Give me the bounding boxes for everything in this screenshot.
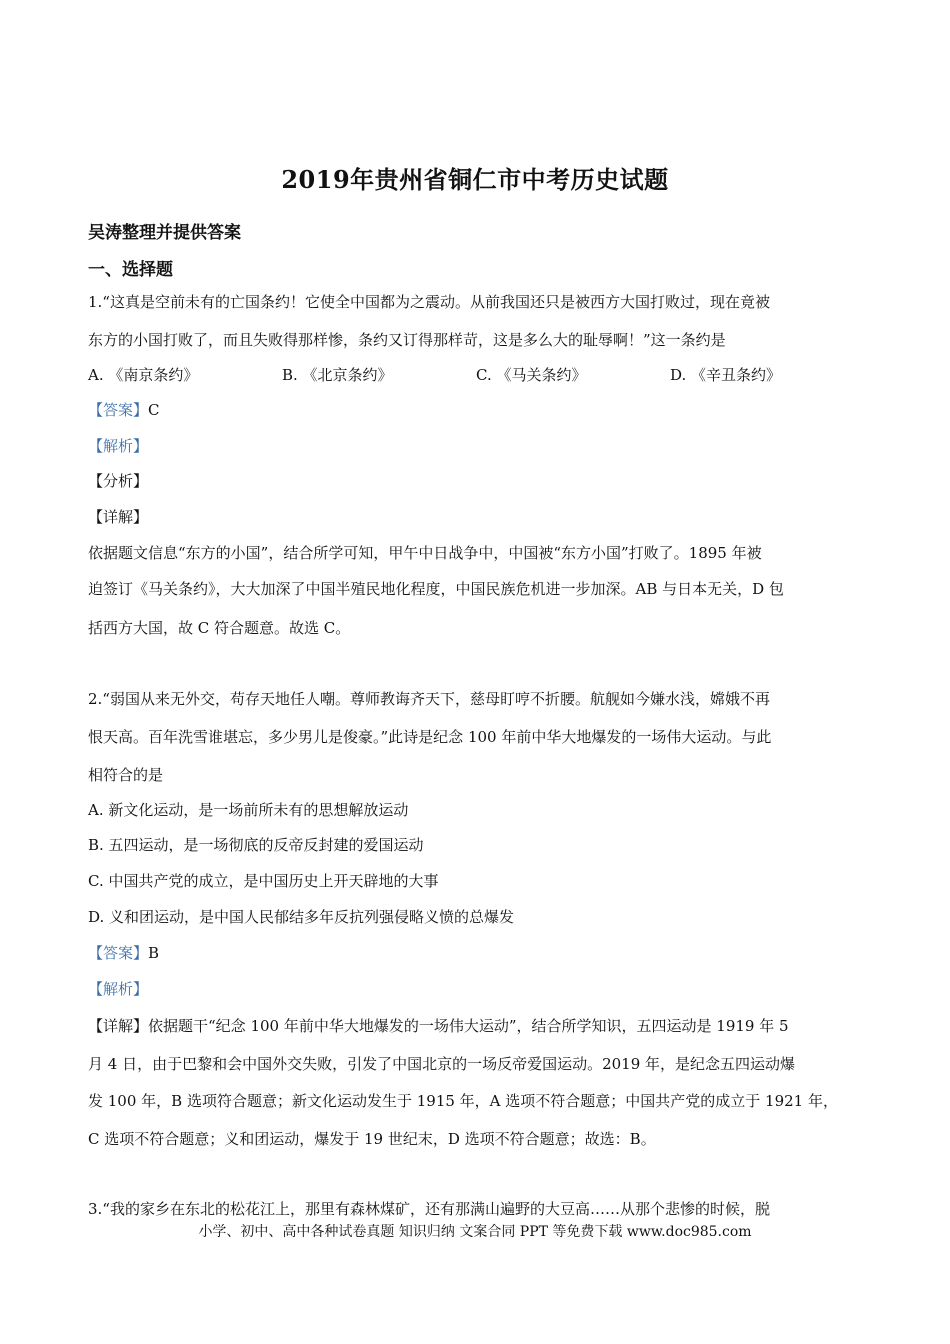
q2-detail-line: [88, 1015, 789, 1036]
answer-label: 【答案】: [88, 944, 149, 962]
q1-options: [88, 364, 888, 384]
q2-stem-line: 相符合的是: [88, 766, 164, 784]
q1-detail-line: 迫签订《马关条约》，大大加深了中国半殖民地化程度，中国民族危机进一步加深。AB 与日本无关，D 包: [88, 580, 784, 598]
q1-option-a: A. 《南京条约》: [88, 366, 199, 384]
answer-value: B: [148, 944, 160, 962]
q2-stem-line: 恨天高。百年洗雪谁堪忘，多少男儿是俊豪。”此诗是纪念 100 年前中华大地爆发的一场伟大运动。与此: [88, 728, 772, 746]
answer-label: 【答案】: [88, 401, 149, 419]
q1-analysis-label: 【解析】: [88, 437, 149, 455]
q1-detail-label: 【详解】: [88, 508, 149, 526]
detail-label: 【详解】: [88, 1017, 149, 1035]
q1-stem-line: 1.“这真是空前未有的亡国条约！它使全中国都为之震动。从前我国还只是被西方大国打败过，现在竟被: [88, 293, 770, 311]
q1-fenxi-label: 【分析】: [88, 472, 149, 490]
q2-option-d: D. 义和团运动，是中国人民郁结多年反抗列强侵略义愤的总爆发: [88, 908, 515, 926]
q2-option-b: B. 五四运动，是一场彻底的反帝反封建的爱国运动: [88, 836, 424, 854]
section-heading: 一、选择题: [88, 260, 173, 280]
q2-option-c: C. 中国共产党的成立，是中国历史上开天辟地的大事: [88, 872, 439, 890]
q1-stem-line: 东方的小国打败了，而且失败得那样惨，条约又订得那样苛，这是多么大的耻辱啊！”这一条约是: [88, 331, 726, 349]
subtitle: 吴涛整理并提供答案: [88, 223, 241, 243]
q1-option-d: D. 《辛丑条约》: [670, 366, 782, 384]
q2-option-a: A. 新文化运动，是一场前所未有的思想解放运动: [88, 801, 409, 819]
q3-stem-line: 3.“我的家乡在东北的松花江上，那里有森林煤矿，还有那满山遍野的大豆高……从那个悲惨的时候，脱: [88, 1200, 770, 1218]
q2-detail-line: 发 100 年，B 选项符合题意；新文化运动发生于 1915 年，A 选项不符合题意；中国共产党的成立于 1921 年，: [88, 1092, 838, 1110]
q1-option-c: C. 《马关条约》: [476, 366, 587, 384]
detail-text: 依据题干“纪念 100 年前中华大地爆发的一场伟大运动”，结合所学知识，五四运动是 1919 年 5: [148, 1017, 789, 1035]
q2-analysis-label: 【解析】: [88, 980, 149, 998]
q1-detail-line: 括西方大国，故 C 符合题意。故选 C。: [88, 619, 351, 637]
q1-detail-line: 依据题文信息“东方的小国”，结合所学可知，甲午中日战争中，中国被“东方小国”打败了。1895 年被: [88, 544, 762, 562]
page-footer: 小学、初中、高中各种试卷真题 知识归纳 文案合同 PPT 等免费下载 www.doc985.com: [198, 1224, 752, 1240]
q2-detail-line: 月 4 日，由于巴黎和会中国外交失败，引发了中国北京的一场反帝爱国运动。2019 年，是纪念五四运动爆: [88, 1055, 796, 1073]
q2-detail-line: C 选项不符合题意；义和团运动，爆发于 19 世纪末，D 选项不符合题意；故选：B。: [88, 1130, 656, 1148]
q2-stem-line: 2.“弱国从来无外交，苟存天地任人嘲。尊师教诲齐天下，慈母盯哼不折腰。航舰如今嫌水浅，嫦娥不再: [88, 690, 770, 708]
q1-answer: [88, 399, 160, 420]
q1-option-b: B. 《北京条约》: [282, 366, 393, 384]
q2-answer: [88, 942, 159, 963]
page-title: 2019年贵州省铜仁市中考历史试题: [281, 165, 669, 194]
answer-value: C: [148, 401, 160, 419]
